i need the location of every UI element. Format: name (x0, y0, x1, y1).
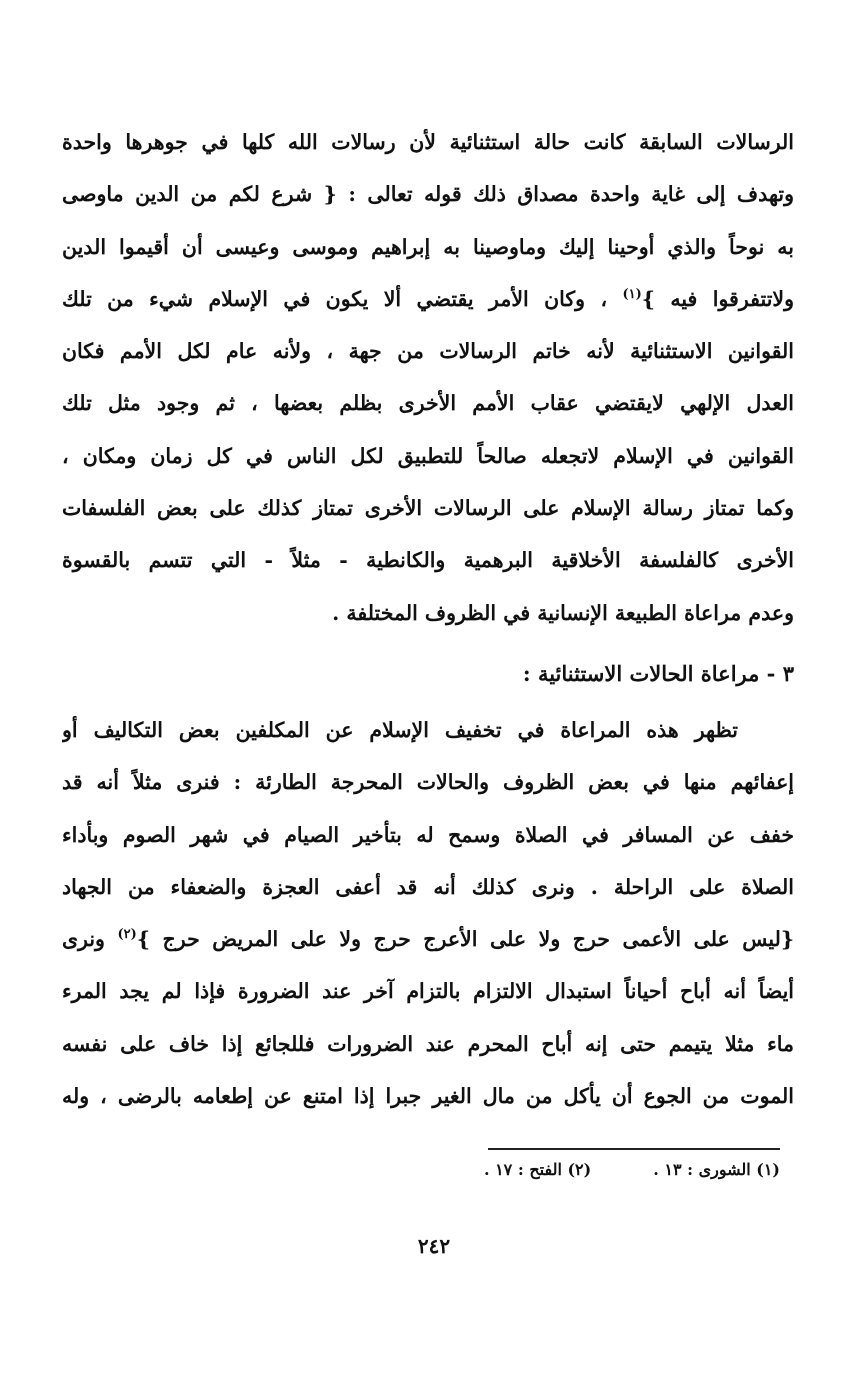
section-heading: ٣ - مراعاة الحالات الاستثنائية : (522, 661, 794, 686)
text-line: القوانين الاستثنائية لأنه خاتم الرسالات من جهة ، ولأنه عام لكل الأمم فكان (62, 339, 794, 364)
text-segment: ولاتتفرقوا فيه } (641, 286, 794, 311)
text-line: الصلاة على الراحلة . ونرى كذلك أنه قد أعفى العجزة والضعفاء من الجهاد (62, 874, 794, 899)
text-segment: ، وكان الأمر يقتضي ألا يكون في الإسلام شيء من تلك (62, 286, 623, 311)
footnotes (484, 1152, 780, 1188)
paragraph-2 (62, 704, 794, 1122)
text-line: الموت من الجوع أن يأكل من مال الغير جبرا إذا امتنع عن إطعامه بالرضى ، وله (62, 1084, 794, 1109)
footnote-ref-2: (٢) (117, 927, 137, 943)
text-line: وكما تمتاز رسالة الإسلام على الرسالات الأخرى تمتاز كذلك على بعض الفلسفات (62, 496, 794, 521)
footnote-1: (١) الشورى : ١٣ . (653, 1160, 780, 1179)
text-line-with-footnote-ref (62, 913, 794, 965)
page-number: ٢٤٢ (417, 1234, 451, 1258)
text-line: إعفائهم منها في بعض الظروف والحالات المحرجة الطارئة : فنرى مثلاً أنه قد (62, 770, 794, 795)
text-segment: ونرى (62, 927, 118, 952)
text-line: الأخرى كالفلسفة الأخلاقية البرهمية والكانطية - مثلاً - التي تتسم بالقسوة (62, 548, 794, 573)
text-line: أيضاً أنه أباح أحياناً استبدال الالتزام بالتزام آخر عند الضرورة فإذا لم يجد المرء (62, 979, 794, 1004)
footnote-2: (٢) الفتح : ١٧ . (483, 1160, 592, 1179)
text-line: ماء مثلا يتيمم حتى إنه أباح المحرم عند الضرورات فللجائع إذا خاف على نفسه (62, 1031, 794, 1056)
text-line: تظهر هذه المراعاة في تخفيف الإسلام عن المكلفين بعض التكاليف أو (62, 718, 738, 742)
footnote-ref-1: (١) (622, 287, 642, 303)
text-line: العدل الإلهي لايقتضي عقاب الأمم الأخرى بظلم بعضها ، ثم وجود مثل تلك (62, 391, 794, 416)
footnote-divider (488, 1148, 780, 1150)
text-line: القوانين في الإسلام لاتجعله صالحاً للتطبيق لكل الناس في كل زمان ومكان ، (62, 443, 794, 468)
text-line: وتهدف إلى غاية واحدة مصداق ذلك قوله تعالى : { شرع لكم من الدين ماوصى (62, 182, 794, 207)
text-line: به نوحاً والذي أوحينا إليك وماوصينا به إبراهيم وموسى وعيسى أن أقيموا الدين (62, 234, 794, 259)
text-line-with-footnote-ref (62, 273, 794, 325)
text-line: وعدم مراعاة الطبيعة الإنسانية في الظروف المختلفة . (332, 600, 794, 625)
text-line: الرسالات السابقة كانت حالة استثنائية لأن رسالات الله كلها في جوهرها واحدة (62, 130, 794, 154)
text-segment: {ليس على الأعمى حرج ولا على الأعرج حرج ولا على المريض حرج } (136, 927, 794, 952)
text-line: خفف عن المسافر في الصلاة وسمح له بتأخير الصيام في شهر الصوم وبأداء (62, 822, 794, 847)
paragraph-1 (62, 116, 794, 639)
